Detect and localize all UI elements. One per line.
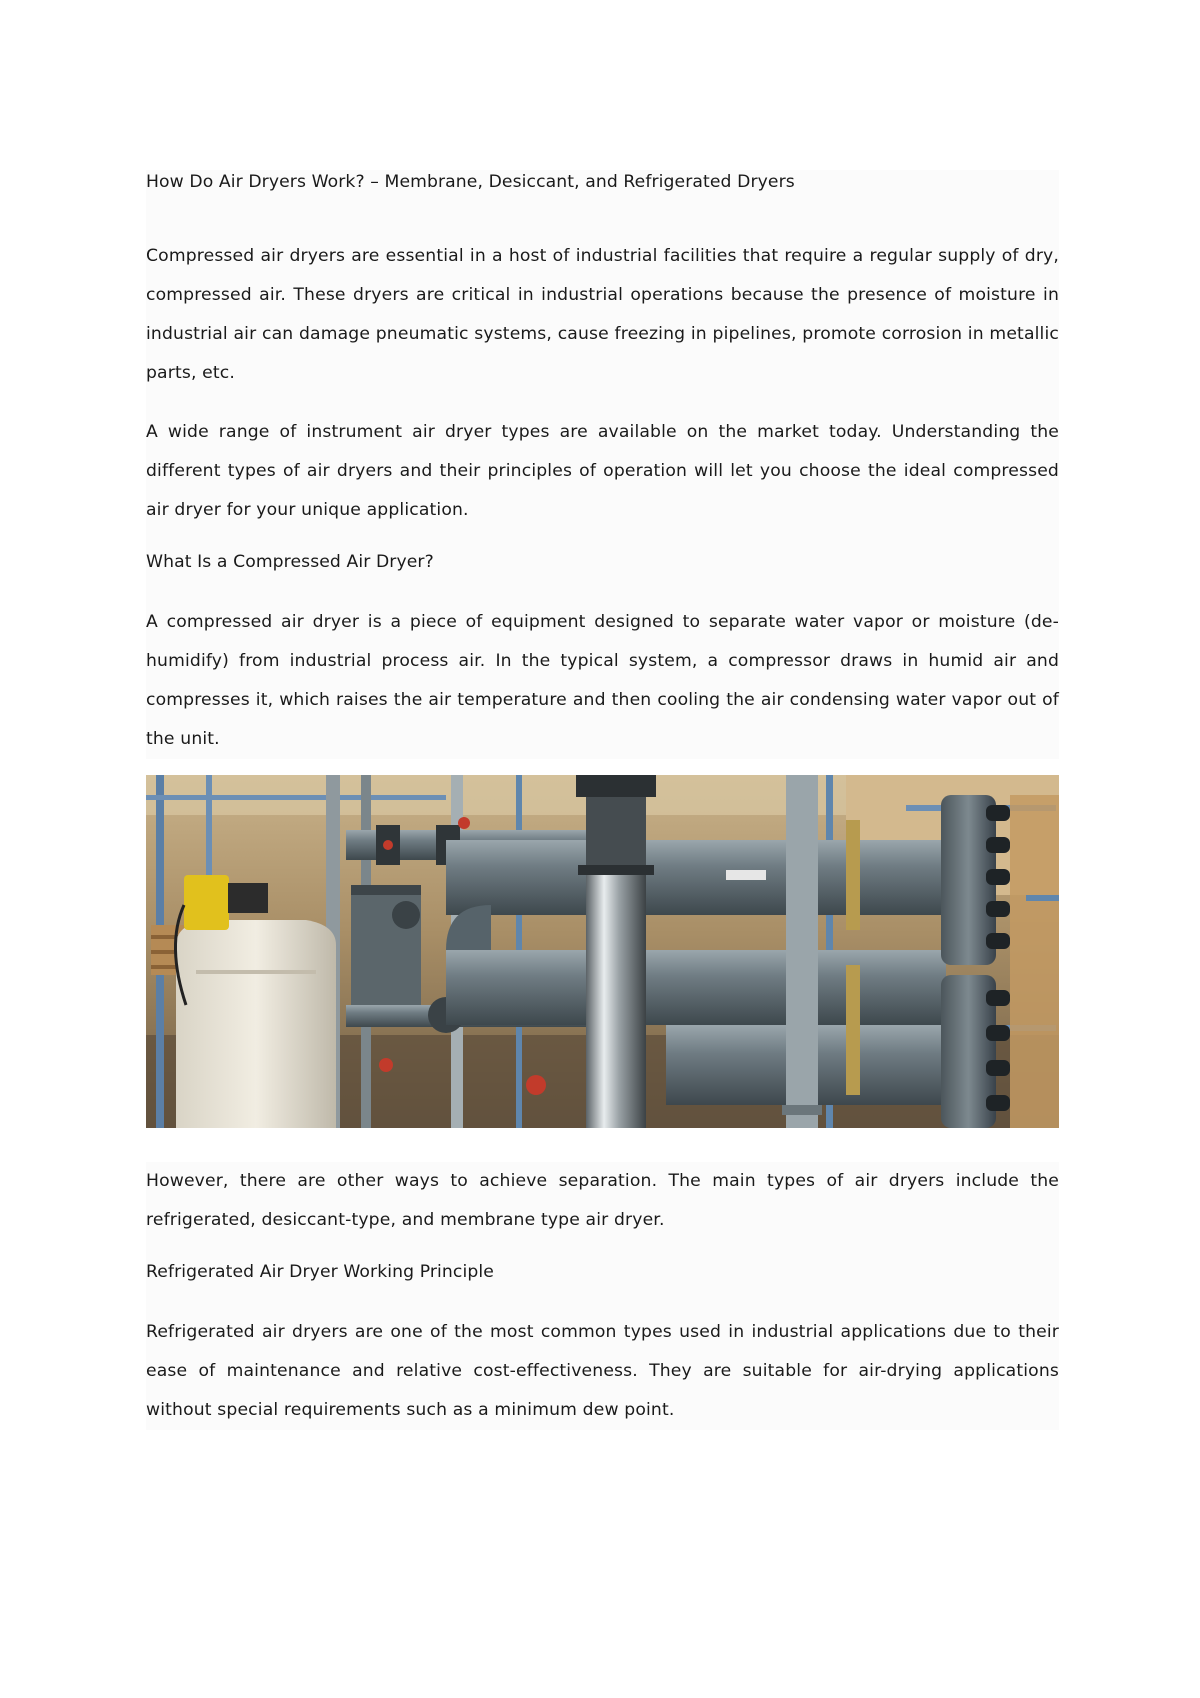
section-heading-what-is: What Is a Compressed Air Dryer? <box>146 552 434 572</box>
document-title: How Do Air Dryers Work? – Membrane, Desiccant, and Refrigerated Dryers <box>146 172 795 192</box>
section-heading-refrigerated: Refrigerated Air Dryer Working Principle <box>146 1262 494 1282</box>
paragraph-definition: A compressed air dryer is a piece of equipment designed to separate water vapor or moisture (de-humidify) from industrial process air. In the typical system, a compressor draws in humid air and compresses it, which raises the air temperature and then cooling the air condensing water vapor out of the unit. <box>146 612 1059 749</box>
paragraph-types-overview: A wide range of instrument air dryer types are available on the market today. Understanding the different types of air dryers and their principles of operation will let you choose the ideal compressed air dryer for your unique application. <box>146 422 1059 520</box>
document-body-continued <box>146 1162 1059 1430</box>
industrial-piping-photo <box>146 775 1059 1128</box>
paragraph-separation-methods: However, there are other ways to achieve separation. The main types of air dryers include the refrigerated, desiccant-type, and membrane type air dryer. <box>146 1171 1059 1230</box>
paragraph-intro: Compressed air dryers are essential in a host of industrial facilities that require a regular supply of dry, compressed air. These dryers are critical in industrial operations because the presence of moisture in industrial air can damage pneumatic systems, cause freezing in pipelines, promote corrosion in metallic parts, etc. <box>146 246 1059 383</box>
paragraph-refrigerated: Refrigerated air dryers are one of the most common types used in industrial applications due to their ease of maintenance and relative cost-effectiveness. They are suitable for air-drying applications without special requirements such as a minimum dew point. <box>146 1322 1059 1420</box>
document-page <box>146 170 1059 1430</box>
document-body <box>146 170 1059 759</box>
